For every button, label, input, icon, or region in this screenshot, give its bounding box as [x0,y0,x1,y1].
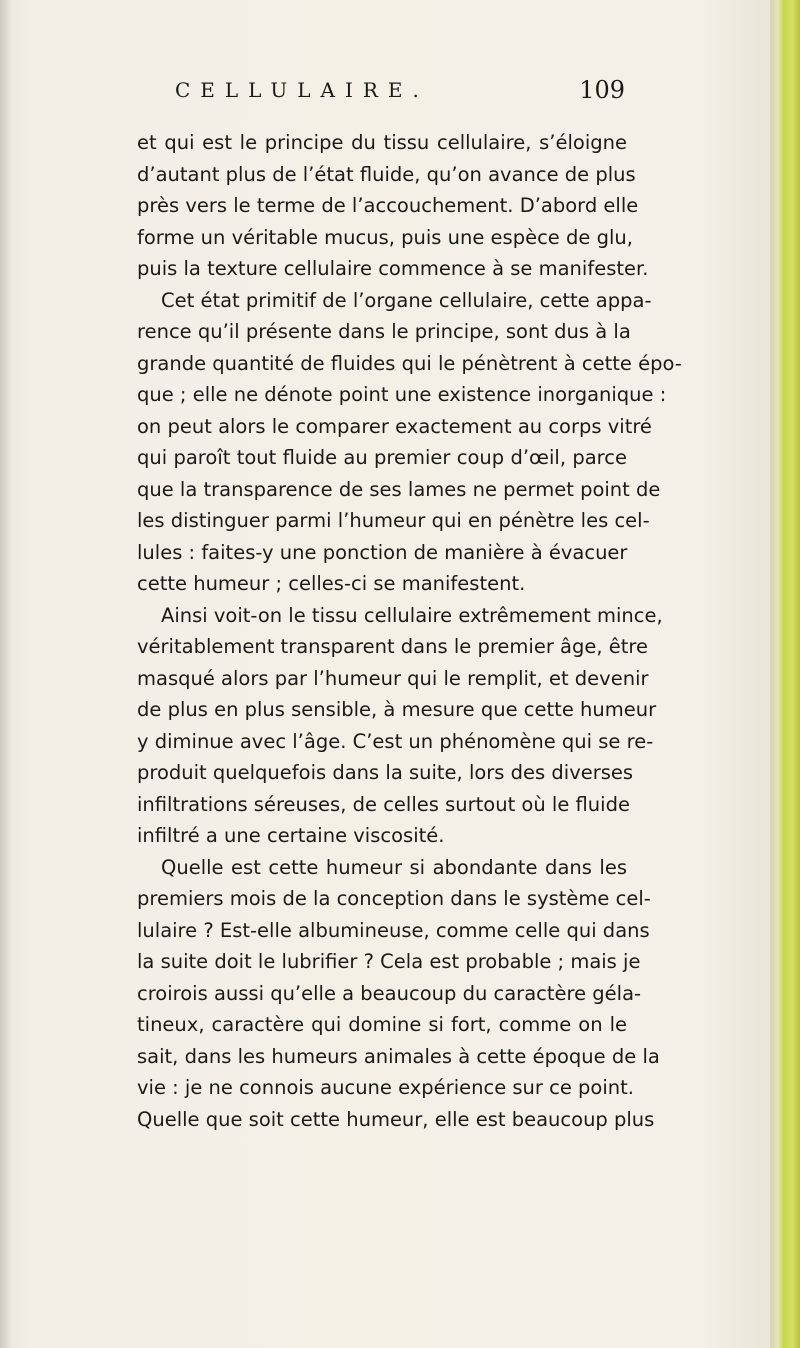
text-line: masqué alors par l’humeur qui le remplit, et devenir [137,666,649,690]
text-line: tineux, caractère qui domine si fort, comme on le [137,1013,627,1036]
text-line: Quelle que soit cette humeur, elle est beaucoup plus [137,1107,655,1131]
text-line: infiltrations séreuses, de celles surtout où le fluide [137,792,630,816]
text-line: rence qu’il présente dans le principe, sont dus à la [137,320,631,343]
text-line: lules : faites-y une ponction de manière à évacuer [137,540,628,564]
text-line: d’autant plus de l’état fluide, qu’on avance de plus [137,162,636,186]
text-line: lulaire ? Est-elle albumineuse, comme celle qui dans [137,918,650,942]
text-line: vie : je ne connois aucune expérience sur ce point. [137,1076,634,1099]
text-line: de plus en plus sensible, à mesure que cette humeur [137,698,657,721]
text-line: Cet état primitif de l’organe cellulaire, cette appa- [161,288,652,312]
text-line: sait, dans les humeurs animales à cette époque de la [137,1044,660,1068]
text-line: infiltré a une certaine viscosité. [137,824,445,847]
page-number: 109 [579,76,625,104]
text-line: produit quelquefois dans la suite, lors des diverses [137,761,634,784]
text-line: la suite doit le lubrifier ? Cela est probable ; mais je [137,950,641,973]
text-line: forme un véritable mucus, puis une espèce de glu, [137,225,633,249]
text-line: puis la texture cellulaire commence à se manifester. [137,257,649,280]
text-line: près vers le terme de l’accouchement. D’abord elle [137,194,639,217]
text-line: que la transparence de ses lames ne permet point de [137,477,661,501]
text-line: les distinguer parmi l’humeur qui en pénètre les cel- [137,509,650,532]
text-line: que ; elle ne dénote point une existence inorganique : [137,383,667,406]
running-title: CELLULAIRE. [175,78,429,102]
text-line: on peut alors le comparer exactement au corps vitré [137,414,652,438]
text-line: Ainsi voit-on le tissu cellulaire extrêmement mince, [161,603,663,627]
page-header [175,75,625,105]
text-line: et qui est le principe du tissu cellulaire, s’éloigne [137,131,627,154]
page-left-edge [0,0,12,1348]
text-line: véritablement transparent dans le premier âge, être [137,635,648,658]
text-line: croirois aussi qu’elle a beaucoup du caractère géla- [137,981,642,1005]
text-line: qui paroît tout fluide au premier coup d’œil, parce [137,446,627,469]
text-line: Quelle est cette humeur si abondante dans les [161,855,627,879]
text-line: y diminue avec l’âge. C’est un phénomène qui se re- [137,729,654,753]
page-binding-edge [770,0,800,1348]
text-line: premiers mois de la conception dans le système cel- [137,887,651,910]
text-line: cette humeur ; celles-ci se manifestent. [137,572,526,595]
text-line: grande quantité de fluides qui le pénètrent à cette épo- [137,351,682,375]
body-text [137,127,682,1135]
